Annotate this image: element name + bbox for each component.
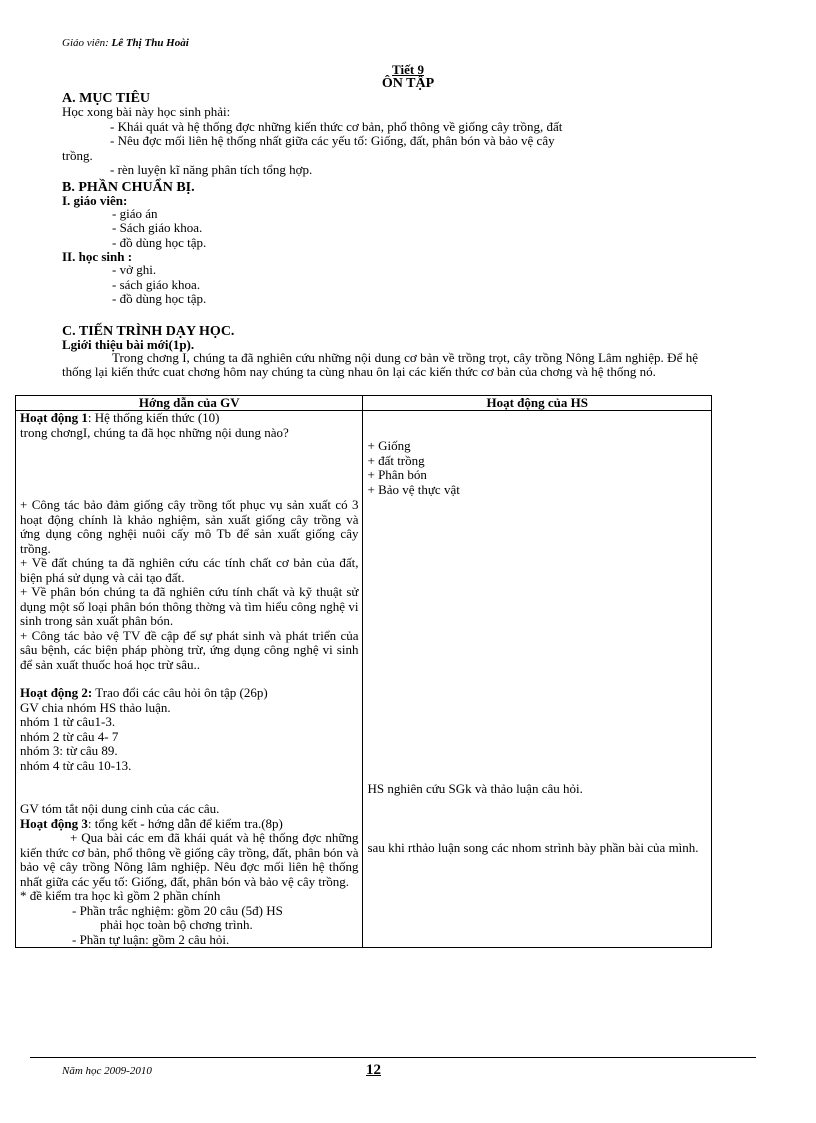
section-c-heading: C. TIẾN TRÌNH DẠY HỌC.: [62, 323, 235, 339]
school-year: Năm học 2009-2010: [62, 1065, 152, 1077]
student-prep-item: - vở ghi.: [112, 262, 157, 277]
page-number: 12: [366, 1062, 381, 1078]
activity-1-answer: + Phân bón: [367, 467, 427, 482]
exam-part-1-continued: phải học toàn bộ chơng trình.: [100, 917, 253, 932]
intro-text: Trong chơng I, chúng ta đã nghiên cứu những nội dung cơ bản về trồng trọt, cây trồng Nông Lâm nghiệp. Để hệ thống lại kiến thức cuat chơng hôm nay chúng ta cùng nhau ôn lại các kiến thức cơ bản của chơng và hệ thống nó.: [62, 349, 698, 379]
activity-2-summary: GV tóm tắt nội dung cinh của các câu.: [20, 801, 220, 816]
activity-1-answer: + Giống: [367, 438, 411, 453]
activity-2-answer: HS nghiên cứu SGk và thảo luận câu hỏi.: [367, 781, 583, 796]
activity-table: [15, 395, 712, 948]
objective-item: - Khái quát và hệ thống đợc những kiến thức cơ bản, phổ thông về giống cây trồng, đất: [110, 118, 563, 134]
activity-3-text: + Qua bài các em đã khái quát và hệ thống đợc những kiến thức cơ bản, phổ thông về giống cây trồng, đất, phân bón và bảo vệ cây trồng Nông lâm nghiệp. Nêu đợc mối liên hệ thống nhất giữa các yếu tố: Giống, đất, phân bón và bảo vệ cây trồng.: [20, 830, 359, 889]
activity-2-line: nhóm 1 từ câu1-3.: [20, 714, 116, 729]
student-column: [363, 411, 712, 948]
activity-2-line: nhóm 4 từ câu 10-13.: [20, 757, 132, 773]
activity-2-line: nhóm 2 từ câu 4- 7: [20, 728, 119, 744]
activity-3-answer: sau khi rthảo luận song các nhom strình bày phần bài của mình.: [367, 839, 699, 855]
intro-label: Lgiới thiệu bài mới(1p).: [62, 336, 195, 352]
teacher-prep-item: - Sách giáo khoa.: [112, 220, 203, 235]
table-row: [16, 411, 712, 948]
activity-2-title: Trao đổi các câu hỏi ôn tập (26p): [92, 685, 268, 700]
student-prep-item: - sách giáo khoa.: [112, 276, 201, 292]
activity-3-title: : tổng kết - hớng dẫn để kiểm tra.(8p): [87, 815, 283, 831]
teacher-column: [16, 411, 363, 948]
footer-divider: [30, 1057, 756, 1058]
activity-1-point: + Công tác bảo đảm giống cây trồng tốt phục vụ sản xuất có 3 hoạt động chính là khảo nghiệm, sản xuất giống cây trồng và ứng dụng công nghệi nuôi cấy mô Tb để sản xuất giống cây trồng.: [20, 497, 359, 556]
student-prep-item: - đồ dùng học tập.: [112, 291, 207, 306]
section-b-heading: B. PHẦN CHUẨN BỊ.: [62, 179, 195, 195]
exam-part-1: - Phần trắc nghiệm: gồm 20 câu (5đ) HS: [72, 902, 283, 918]
teacher-prep-item: - giáo án: [112, 205, 158, 221]
column-header-hs: Hoạt động của HS: [363, 396, 712, 411]
activity-2-line: GV chia nhóm HS thảo luận.: [20, 699, 171, 715]
objective-item-continued: trồng.: [62, 147, 93, 163]
teacher-label: Giáo viên:: [62, 37, 109, 49]
activity-2-label: Hoạt động 2:: [20, 685, 93, 700]
activity-1-title: : Hệ thống kiến thức (10): [87, 410, 220, 425]
teacher-name: Lê Thị Thu Hoài: [111, 37, 189, 49]
activity-1-point: + Công tác bảo vệ TV đề cập đế sự phát sinh và phát triển của sâu bệnh, các biện pháp phòng trừ, ứng dụng công nghệ vi sinh để sản xuất thuốc hoá học trừ sâu..: [20, 627, 359, 672]
objective-item: - Nêu đợc mối liên hệ thống nhất giữa các yếu tố: Giống, đất, phân bón và bảo vệ cây: [110, 133, 555, 148]
lesson-period: Tiết 9: [392, 62, 424, 77]
activity-3-label: Hoạt động 3: [20, 815, 88, 831]
activity-1-point: + Về đất chúng ta đã nghiên cứu các tính chất cơ bản của đất, biện phá sử dụng và cải tạo đất.: [20, 555, 359, 585]
activity-1-answer: + Bảo vệ thực vật: [367, 481, 460, 497]
lesson-title: ÔN TẬP: [381, 76, 435, 91]
table-header-row: [16, 396, 712, 411]
teacher-prep-item: - đồ dùng học tập.: [112, 234, 207, 250]
lesson-body: [62, 92, 698, 380]
student-prep-label: II. học sinh :: [62, 249, 133, 264]
activity-1-point: + Về phân bón chúng ta đã nghiên cứu tính chất và kỹ thuật sử dụng một số loại phân bón thông thờng và tìm hiểu công nghệ vi sinh trong sản xuất phân bón.: [20, 584, 359, 628]
activity-2-line: nhóm 3: từ câu 89.: [20, 743, 118, 758]
section-a-intro: Học xong bài này học sinh phải:: [62, 104, 231, 119]
activity-3-exam: * đề kiểm tra học kì gồm 2 phần chính: [20, 888, 221, 903]
page-header: [62, 37, 189, 49]
activity-1-answer: + đất trồng: [367, 452, 425, 468]
activity-1-question: trong chơngI, chúng ta đã học những nội dung nào?: [20, 424, 289, 440]
teacher-prep-label: I. giáo viên:: [62, 192, 128, 208]
column-header-gv: Hớng dẫn của GV: [16, 396, 363, 411]
exam-part-2: - Phần tự luận: gồm 2 câu hỏi.: [72, 931, 230, 947]
objective-item: - rèn luyện kĩ năng phân tích tổng hợp.: [110, 162, 313, 177]
activity-1-label: Hoạt động 1: [20, 410, 88, 425]
section-a-heading: A. MỤC TIÊU: [62, 91, 151, 106]
